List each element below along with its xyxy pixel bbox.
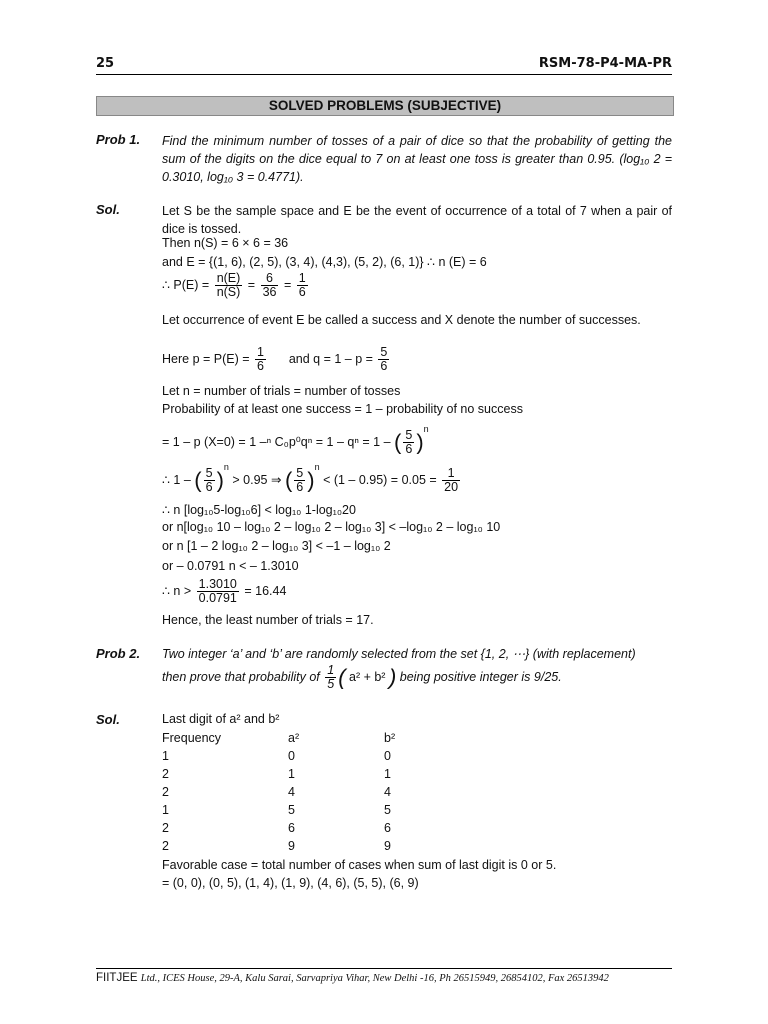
col-b2: b² [384, 731, 396, 745]
table-cell: 6 [288, 821, 295, 835]
prob2-suffix: being positive integer is 9/25. [399, 669, 562, 684]
frequency-table [162, 731, 462, 857]
prob2-fraction: $\frac{1}{5}$ [327, 663, 335, 691]
table-cell: 2 [162, 785, 169, 799]
prob2-prefix: then prove that probability of [162, 669, 320, 684]
sol1-log2: or n[log₁₀ 10 – log₁₀ 2 – log₁₀ 2 – log₁₀ 3] < –log₁₀ 2 – log₁₀ 10 [162, 520, 501, 534]
prob1-given: (log₁₀ 2 = 0.3010, log₁₀ 3 = 0.4771). [162, 152, 672, 184]
prob2-line1: Two integer ‘a’ and ‘b’ are randomly selected from the set {1, 2, ⋯} (with replacement) [162, 647, 636, 661]
sol1-eq2: ∴ 1 – ( $\frac{5}{6}$ )$^n$ > 0.95 ⇒ ( $\frac{5}{6}$ )$^n$ < (1 – 0.95) = 0.05 = $\frac{1}{20}$ [162, 462, 459, 495]
table-row [162, 839, 462, 857]
prob1-label: Prob 1. [96, 132, 141, 147]
table-cell: 0 [384, 749, 391, 763]
sol1-pq-line [162, 346, 391, 373]
pe-fraction-1: $\frac{n(E)}{n(S)}$ [216, 271, 241, 299]
sol1-e-set: and E = {(1, 6), (2, 5), (3, 4), (4,3), (5, 2), (6, 1)} ∴ n (E) = 6 [162, 255, 487, 269]
sol2-intro: Last digit of a² and b² [162, 712, 280, 726]
table-row [162, 767, 462, 785]
eq2-mid: > 0.95 ⇒ [232, 473, 282, 487]
eq2-fraction-c: $\frac{1}{20}$ [444, 466, 459, 495]
sol2-label: Sol. [96, 712, 120, 727]
table-cell: 1 [384, 767, 391, 781]
sol1-success: Let occurrence of event E be called a success and X denote the number of successes. [162, 313, 641, 327]
prob2-expression: a² + b² [349, 669, 386, 684]
pe-fraction-3: $\frac{1}{6}$ [298, 271, 306, 299]
sol1-label: Sol. [96, 202, 120, 217]
table-header [162, 731, 462, 749]
eq1-fraction: $\frac{5}{6}$ [405, 428, 413, 457]
table-cell: 2 [162, 839, 169, 853]
n-fraction: $\frac{1.3010}{0.0791}$ [198, 577, 237, 605]
footer-name: FIITJEE [96, 972, 138, 984]
table-cell: 6 [384, 821, 391, 835]
page-number: 25 [96, 56, 115, 71]
footer-rule [96, 968, 672, 969]
section-title: SOLVED PROBLEMS (SUBJECTIVE) [96, 96, 674, 116]
table-cell: 2 [162, 767, 169, 781]
sol1-log4: or – 0.0791 n < – 1.3010 [162, 559, 299, 573]
p-prefix: Here p = P(E) = [162, 351, 250, 366]
sol2-cases: = (0, 0), (0, 5), (1, 4), (1, 9), (4, 6), (5, 5), (6, 9) [162, 876, 419, 890]
n-value: = 16.44 [244, 583, 287, 598]
sol1-intro: Let S be the sample space and E be the event of occurrence of a total of 7 when a pair of dice is tossed. [162, 204, 672, 236]
table-cell: 4 [288, 785, 295, 799]
prob1-text [162, 132, 672, 186]
table-cell: 1 [162, 749, 169, 763]
col-frequency: Frequency [162, 731, 222, 745]
prob2-line2: then prove that probability of $\frac{1}{5}$ ( a² + b² ) being positive integer is 9/25. [162, 663, 562, 691]
sol2-favorable: Favorable case = total number of cases when sum of last digit is 0 or 5. [162, 858, 557, 872]
col-a2: a² [288, 731, 300, 745]
table-cell: 5 [384, 803, 391, 817]
table-row [162, 821, 462, 839]
sol1-log1: ∴ n [log₁₀5-log₁₀6] < log₁₀ 1-log₁₀20 [162, 503, 356, 517]
sol1-eq1: = 1 – p (X=0) = 1 –ⁿ C₀p⁰qⁿ = 1 – qⁿ = 1 – ( $\frac{5}{6}$ )$^n$ [162, 424, 429, 457]
header-rule [96, 74, 672, 75]
prob1-statement: Find the minimum number of tosses of a pair of dice so that the probability of getting the sum of the digits on the dice equal to 7 on at least one toss is greater than 0.95. [162, 134, 672, 166]
table-cell: 2 [162, 821, 169, 835]
table-row [162, 803, 462, 821]
footer-address: Ltd., ICES House, 29-A, Kalu Sarai, Sarvapriya Vihar, New Delhi -16, Ph 26515949, 26854102, Fax 26513942 [140, 973, 609, 984]
document-code: RSM-78-P4-MA-PR [538, 56, 672, 71]
pe-fraction-2: $\frac{6}{36}$ [262, 271, 277, 299]
eq2-tail: < (1 – 0.95) = 0.05 = [323, 473, 437, 487]
sol1-log3: or n [1 – 2 log₁₀ 2 – log₁₀ 3] < –1 – log₁₀ 2 [162, 539, 391, 553]
sol1-n-result [162, 578, 286, 605]
sol1-pe-line: ∴ P(E) = $\frac{n(E)}{n(S)}$ = $\frac{6}{36}$ = $\frac{1}{6}$ [162, 271, 306, 299]
eq2-fraction-b: $\frac{5}{6}$ [296, 466, 304, 495]
footer [96, 972, 609, 984]
table-cell: 9 [384, 839, 391, 853]
sol1-atleast: Probability of at least one success = 1 – probability of no success [162, 402, 523, 416]
sol1-conclusion: Hence, the least number of trials = 17. [162, 613, 374, 627]
q-fraction: $\frac{5}{6}$ [380, 345, 388, 373]
table-row [162, 749, 462, 767]
table-cell: 9 [288, 839, 295, 853]
table-cell: 1 [288, 767, 295, 781]
table-cell: 0 [288, 749, 295, 763]
eq2-fraction-a: $\frac{5}{6}$ [205, 466, 213, 495]
table-cell: 4 [384, 785, 391, 799]
eq2-prefix: ∴ 1 – [162, 473, 191, 487]
pe-prefix: ∴ P(E) = [162, 277, 210, 292]
table-cell: 5 [288, 803, 295, 817]
table-row [162, 785, 462, 803]
table-cell: 1 [162, 803, 169, 817]
sol1-ns: Then n(S) = 6 × 6 = 36 [162, 236, 289, 250]
prob2-label: Prob 2. [96, 646, 141, 661]
p-fraction: $\frac{1}{6}$ [257, 345, 264, 373]
q-prefix: and q = 1 – p = [288, 351, 373, 366]
n-prefix: ∴ n > [162, 583, 192, 598]
sol1-n-trials: Let n = number of trials = number of tosses [162, 384, 401, 398]
eq1-text: = 1 – p (X=0) = 1 –ⁿ C₀p⁰qⁿ = 1 – qⁿ = 1 – [162, 435, 391, 449]
